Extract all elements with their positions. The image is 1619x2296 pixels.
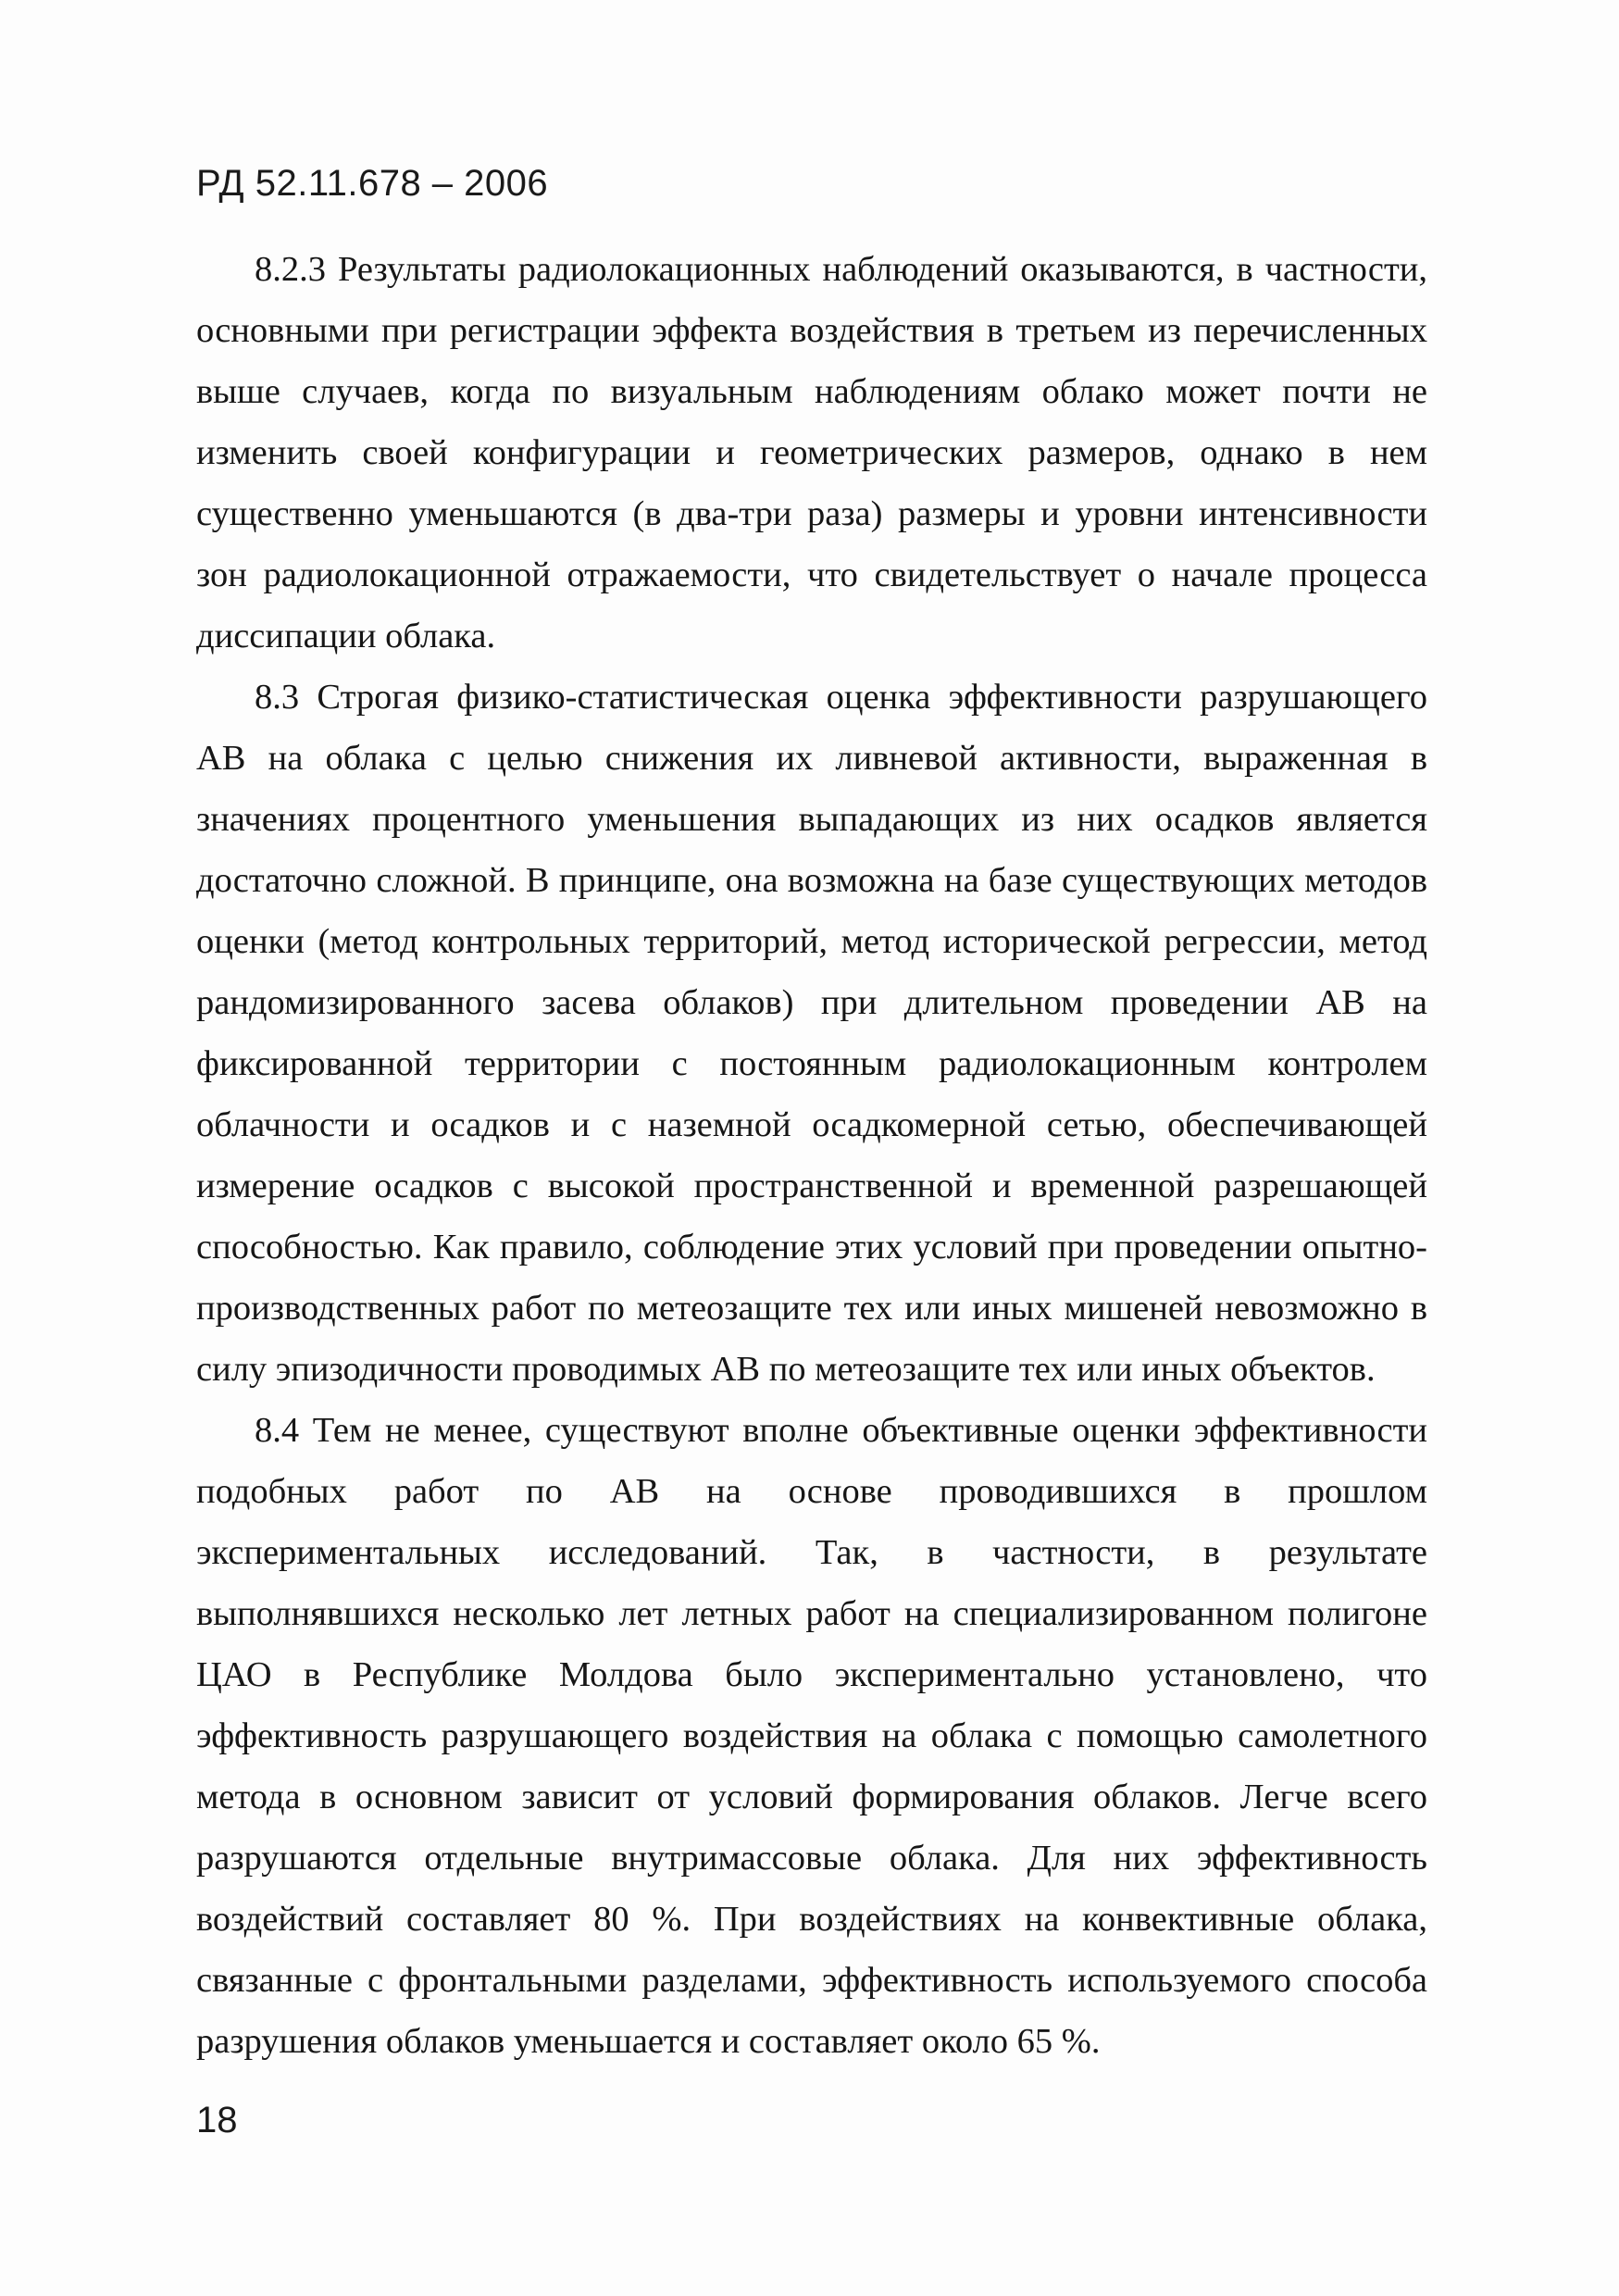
paragraph-8-4: 8.4 Тем не менее, существуют вполне объективные оценки эффективности подобных работ по АВ на основе проводившихся в прошлом экспериментальных исследований. Так, в частности, в результате выполнявшихся несколько лет летных работ на специализированном полигоне ЦАО в Республике Молдова было экспериментально установлено, что эффективность разрушающего воздействия на облака с помощью самолетного метода в основном зависит от условий формирования облаков. Легче всего разрушаются отдельные внутримассовые облака. Для них эффективность воздействий составляет 80 %. При воздействиях на конвективные облака, связанные с фронтальными разделами, эффективность используемого способа разрушения облаков уменьшается и составляет около 65 %. [196,1411,1427,2061]
page-number: 18 [196,2100,238,2140]
document-body [196,239,1427,2072]
paragraph-8-2-3: 8.2.3 Результаты радиолокационных наблюдений оказываются, в частности, основными при регистрации эффекта воздействия в третьем из перечисленных выше случаев, когда по визуальным наблюдениям облако может почти не изменить своей конфигурации и геометрических размеров, однако в нем существенно уменьшаются (в два-три раза) размеры и уровни интенсивности зон радиолокационной отражаемости, что свидетельствует о начале процесса диссипации облака. [196,250,1427,655]
paragraph-8-3: 8.3 Строгая физико-статистическая оценка эффективности разрушающего АВ на облака с целью снижения их ливневой активности, выраженная в значениях процентного уменьшения выпадающих из них осадков является достаточно сложной. В принципе, она возможна на базе существующих методов оценки (метод контрольных территорий, метод исторической регрессии, метод рандомизированного засева облаков) при длительном проведении АВ на фиксированной территории с постоянным радиолокационным контролем облачности и осадков и с наземной осадкомерной сетью, обеспечивающей измерение осадков с высокой пространственной и временной разрешающей способностью. Как правило, соблюдение этих условий при проведении опытно-производственных работ по метеозащите тех или иных мишеней невозможно в силу эпизодичности проводимых АВ по метеозащите тех или иных объектов. [196,678,1427,1389]
document-code-header: РД 52.11.678 – 2006 [196,163,549,204]
